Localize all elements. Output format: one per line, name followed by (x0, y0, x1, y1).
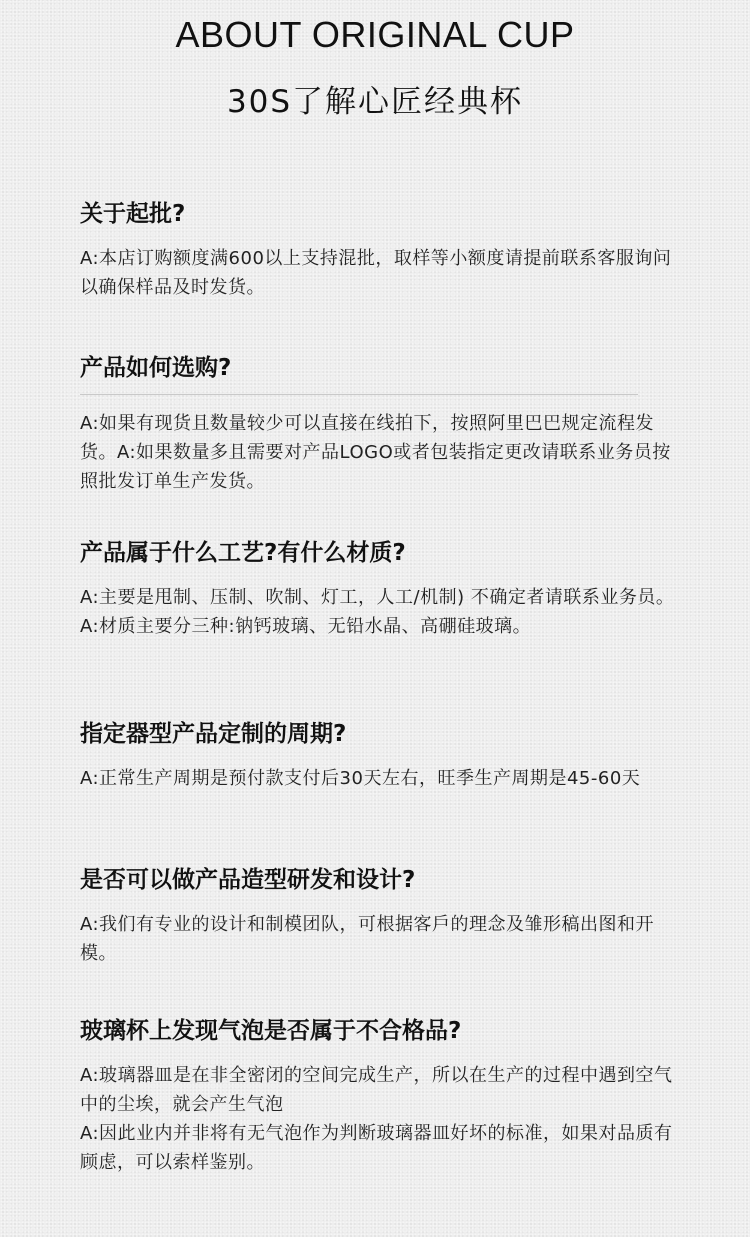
faq-answer-line: A:如果有现货且数量较少可以直接在线拍下，按照阿里巴巴规定流程发货。A:如果数量多且需要对产品LOGO或者包装指定更改请联系业务员按照批发订单生产发货。 (80, 413, 671, 492)
faq-item-design-development (80, 864, 680, 968)
faq-answer (80, 583, 680, 641)
faq-answer-line: A:本店订购额度满600以上支持混批，取样等小额度请提前联系客服询问以确保样品及时发货。 (80, 248, 672, 298)
faq-answer-line: A:我们有专业的设计和制模团队，可根据客戶的理念及雏形稿出图和开模。 (80, 914, 655, 964)
page-title-en: ABOUT ORIGINAL CUP (175, 14, 575, 55)
faq-answer-line: A:因此业内并非将有无气泡作为判断玻璃器皿好坏的标准，如果对品质有顾虑，可以索样鉴别。 (80, 1123, 673, 1173)
faq-answer-line: A:正常生产周期是预付款支付后30天左右，旺季生产周期是45-60天 (80, 768, 641, 789)
faq-divider (80, 394, 638, 395)
faq-answer-line: A:主要是甩制、压制、吹制、灯工，人工/机制) 不确定者请联系业务员。A:材质主要分三种:钠钙玻璃、无铅水晶、高硼硅玻璃。 (80, 587, 675, 637)
faq-question: 产品属于什么工艺?有什么材质? (80, 540, 406, 566)
faq-answer-line: A:玻璃器皿是在非全密闭的空间完成生产，所以在生产的过程中遇到空气中的尘埃，就会产生气泡 (80, 1065, 673, 1115)
page-title-cn: 30S了解心匠经典杯 (226, 84, 524, 120)
faq-item-bubbles (80, 1015, 680, 1177)
faq-item-craft-material (80, 537, 680, 641)
faq-question: 关于起批? (80, 201, 186, 227)
faq-question: 产品如何选购? (80, 355, 232, 381)
faq-item-custom-cycle (80, 718, 680, 793)
faq-item-how-to-buy (80, 352, 680, 496)
faq-answer (80, 910, 680, 968)
faq-answer (80, 1061, 680, 1177)
faq-answer (80, 409, 680, 496)
faq-item-minimum-order (80, 198, 680, 302)
faq-answer (80, 764, 680, 793)
faq-question: 指定器型产品定制的周期? (80, 721, 347, 747)
faq-question: 是否可以做产品造型研发和设计? (80, 867, 416, 893)
faq-question: 玻璃杯上发现气泡是否属于不合格品? (80, 1018, 462, 1044)
faq-answer (80, 244, 680, 302)
